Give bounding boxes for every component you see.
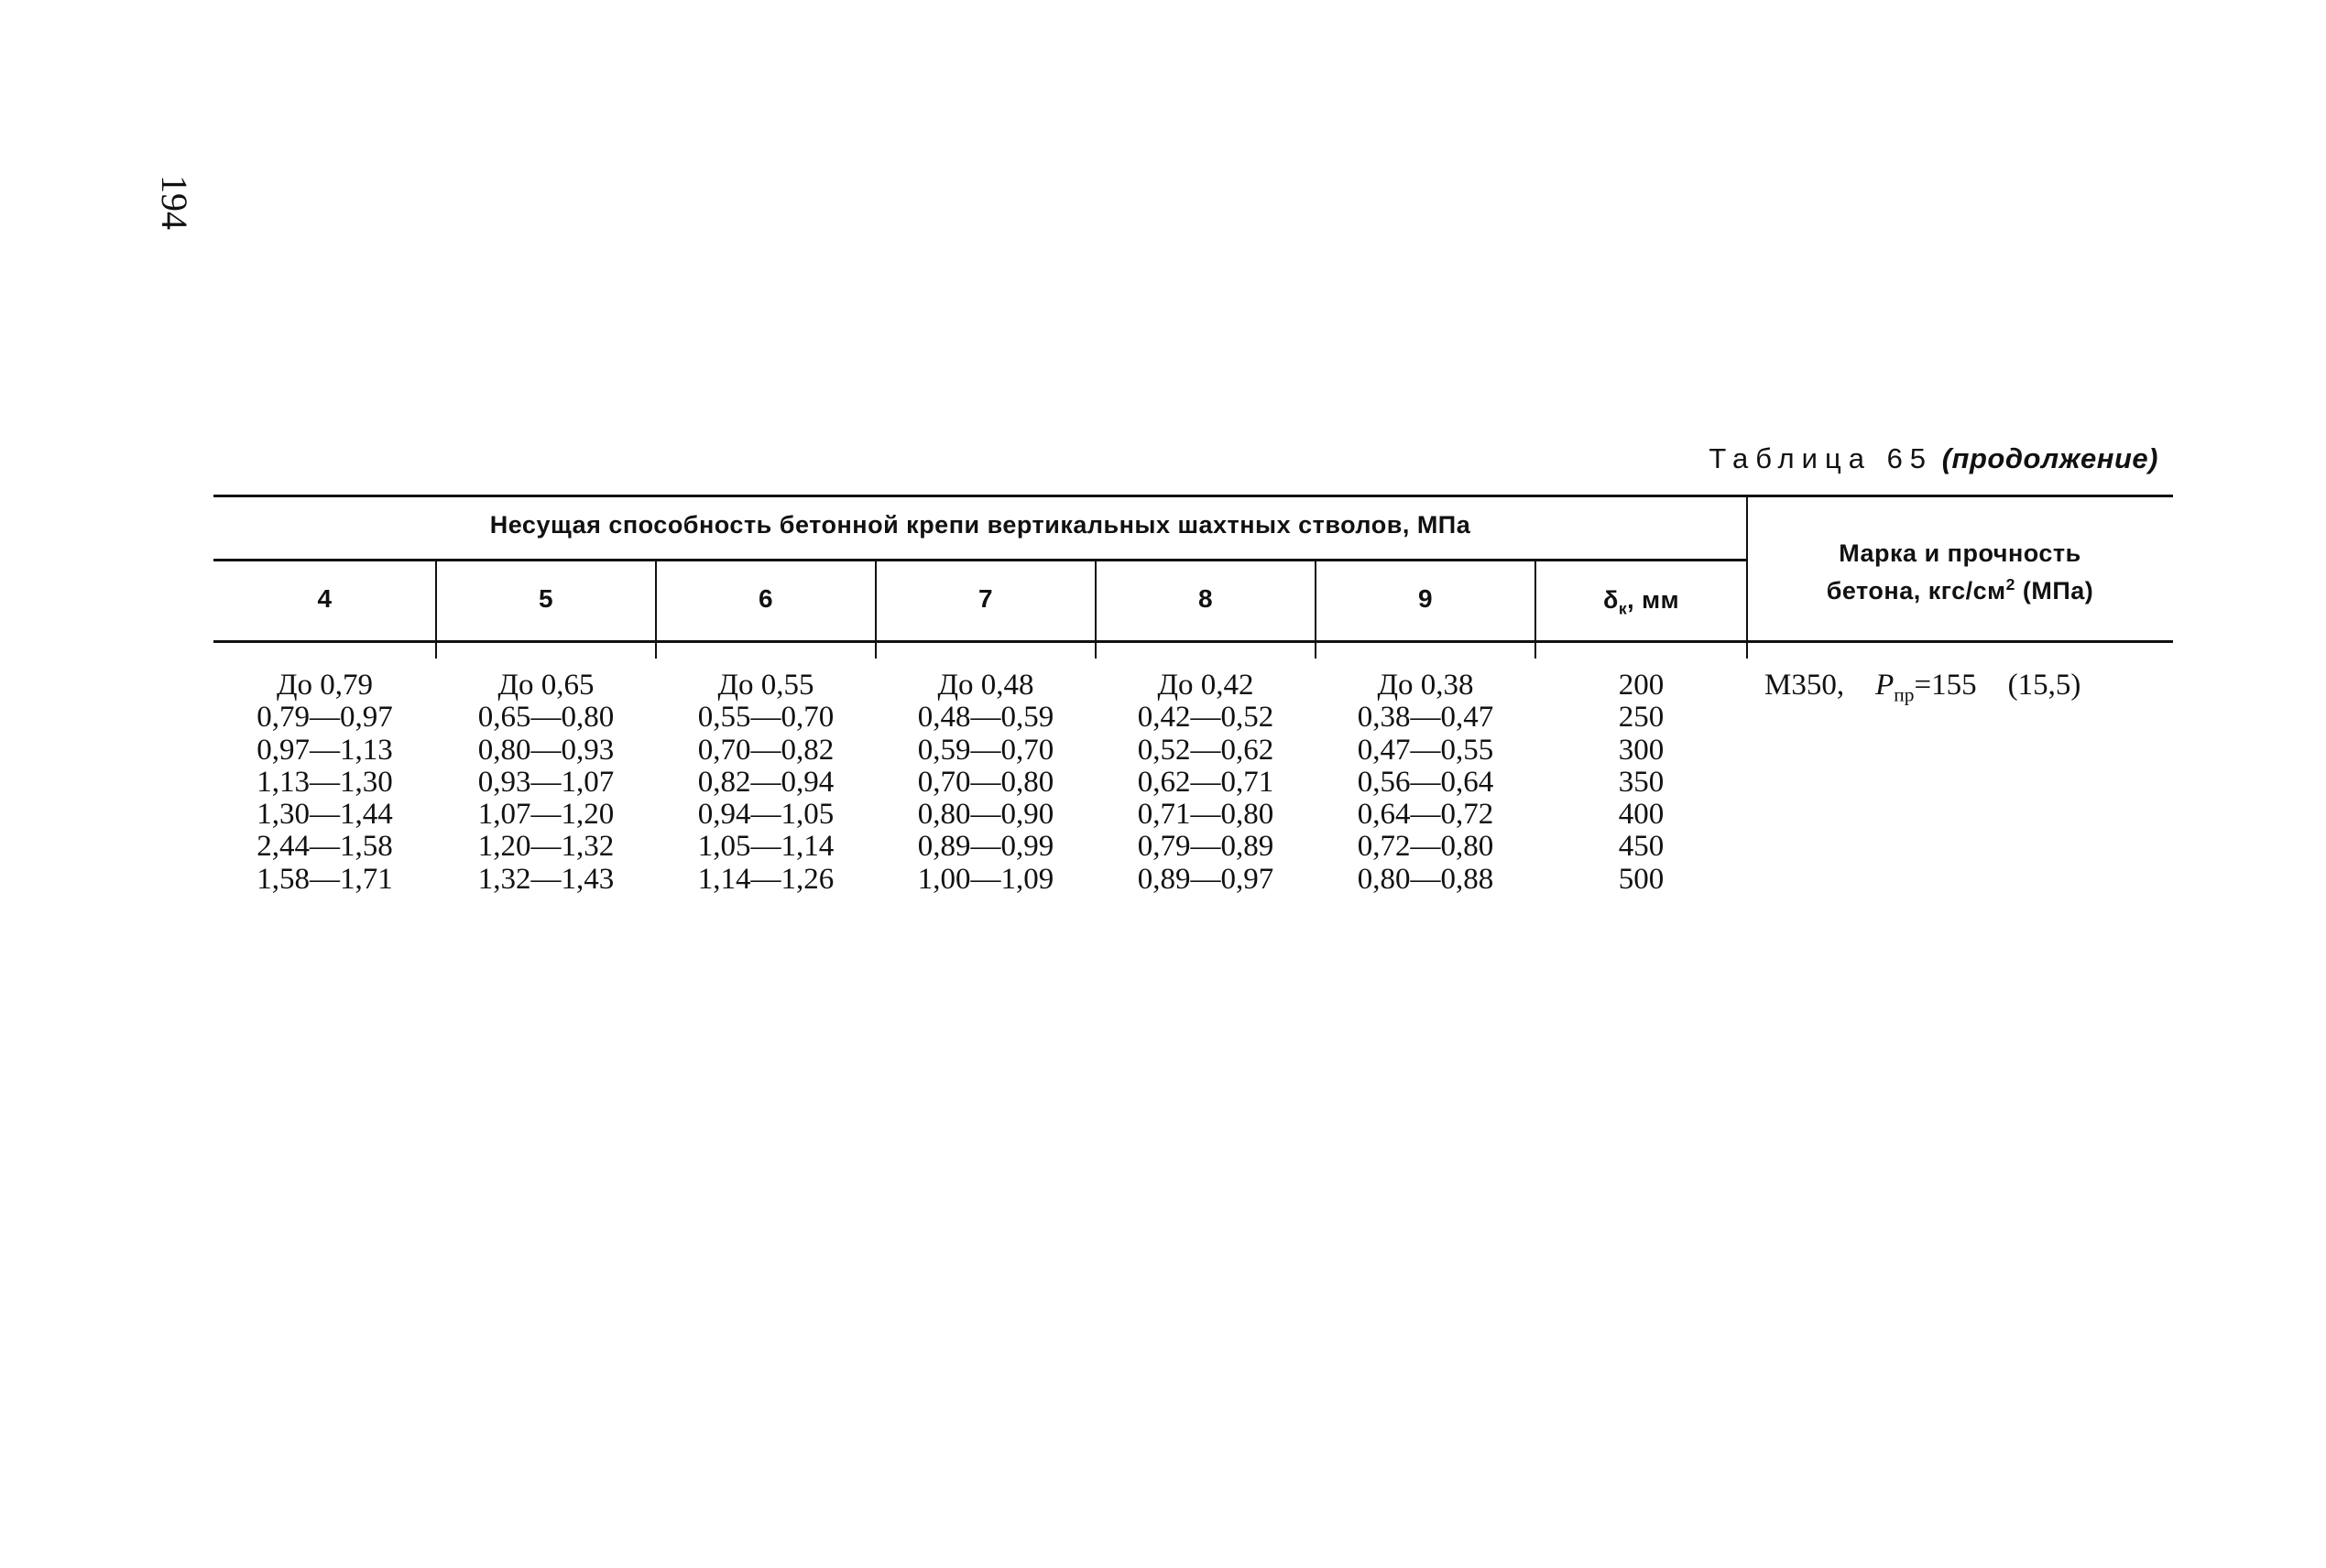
column-header: 4 <box>317 584 333 613</box>
table-cell: 0,65—0,80 <box>477 701 615 735</box>
table-cell: 0,93—1,07 <box>477 765 615 799</box>
caption-title: Таблица 65 <box>1709 442 1934 474</box>
table-cell: 0,70—0,80 <box>917 765 1054 799</box>
table-cell: 0,79—0,89 <box>1137 830 1274 864</box>
group-header: Несущая способность бетонной крепи вертикальных шахтных стволов, МПа <box>489 511 1471 539</box>
table-cell: 250 <box>1618 701 1665 735</box>
table-cell: 0,48—0,59 <box>917 701 1054 735</box>
thickness-header: $\delta_к$, мм <box>1602 586 1680 618</box>
caption-note: (продолжение) <box>1941 442 2158 474</box>
table-cell: 0,59—0,70 <box>917 733 1054 767</box>
table-cell: 1,30—1,44 <box>257 798 393 832</box>
table-cell: До 0,48 <box>937 669 1034 702</box>
table-cell: 0,42—0,52 <box>1137 701 1274 735</box>
table-cell: 1,07—1,20 <box>477 798 615 832</box>
table-cell: 300 <box>1618 733 1665 767</box>
table-cell: 0,64—0,72 <box>1357 798 1494 832</box>
table-cell: 400 <box>1618 798 1665 832</box>
header-bottom-rule <box>213 640 2173 643</box>
table-cell: 0,82—0,94 <box>697 765 835 799</box>
table-cell: 0,38—0,47 <box>1357 701 1494 735</box>
grade-header: Марка и прочность бетона, кгс/$см^2$ (МПа) <box>1826 539 2094 604</box>
data-column <box>436 670 656 896</box>
table-top-rule <box>213 495 2173 497</box>
table-cell: 0,47—0,55 <box>1357 733 1494 767</box>
column-header: 9 <box>1417 584 1434 613</box>
table-cell: До 0,55 <box>717 669 814 702</box>
table-cell: До 0,79 <box>276 669 373 702</box>
thickness-column <box>1535 670 1747 896</box>
table-caption <box>1709 442 2158 475</box>
table-cell: 0,56—0,64 <box>1357 765 1494 799</box>
table-cell: 0,62—0,71 <box>1137 765 1274 799</box>
column-header: 6 <box>758 584 774 613</box>
table-cell: 0,70—0,82 <box>697 733 835 767</box>
column-header: 8 <box>1197 584 1214 613</box>
table-cell: 0,71—0,80 <box>1137 798 1274 832</box>
group-header-rule <box>213 559 1747 561</box>
table-cell: 0,89—0,97 <box>1137 862 1274 896</box>
table-cell: 500 <box>1618 862 1665 896</box>
table-cell: 1,20—1,32 <box>477 830 615 864</box>
table-cell: 1,32—1,43 <box>477 862 615 896</box>
table-cell: 1,58—1,71 <box>257 862 393 896</box>
table-cell: 0,80—0,88 <box>1357 862 1494 896</box>
table-cell: 0,55—0,70 <box>697 701 835 735</box>
table-cell: 0,97—1,13 <box>257 733 393 767</box>
table-cell: 350 <box>1618 765 1665 799</box>
concrete-grade: М350, $P_{пр}=155$ (15,5) <box>1764 669 2081 706</box>
table-cell: До 0,65 <box>497 669 595 702</box>
data-column <box>1316 670 1535 896</box>
table-cell: До 0,38 <box>1377 669 1474 702</box>
table-cell: 0,94—1,05 <box>697 798 835 832</box>
data-column <box>1096 670 1316 896</box>
column-header: 7 <box>977 584 994 613</box>
data-column <box>213 670 436 896</box>
table-cell: 0,52—0,62 <box>1137 733 1274 767</box>
table-cell: 0,89—0,99 <box>917 830 1054 864</box>
table-cell: 2,44—1,58 <box>257 830 393 864</box>
table-cell: 0,80—0,93 <box>477 733 615 767</box>
table-cell: 1,13—1,30 <box>257 765 393 799</box>
table-cell: 0,79—0,97 <box>257 701 393 735</box>
table-cell: 450 <box>1618 830 1665 864</box>
table-cell: До 0,42 <box>1157 669 1254 702</box>
table-cell: 1,14—1,26 <box>697 862 835 896</box>
table-cell: 1,05—1,14 <box>697 830 835 864</box>
table-cell: 0,72—0,80 <box>1357 830 1494 864</box>
column-header: 5 <box>538 584 554 613</box>
data-column <box>656 670 876 896</box>
table-cell: 1,00—1,09 <box>917 862 1054 896</box>
page-number: 194 <box>154 175 195 230</box>
table-cell: 0,80—0,90 <box>917 798 1054 832</box>
table-cell: 200 <box>1618 669 1665 702</box>
data-column <box>876 670 1096 896</box>
